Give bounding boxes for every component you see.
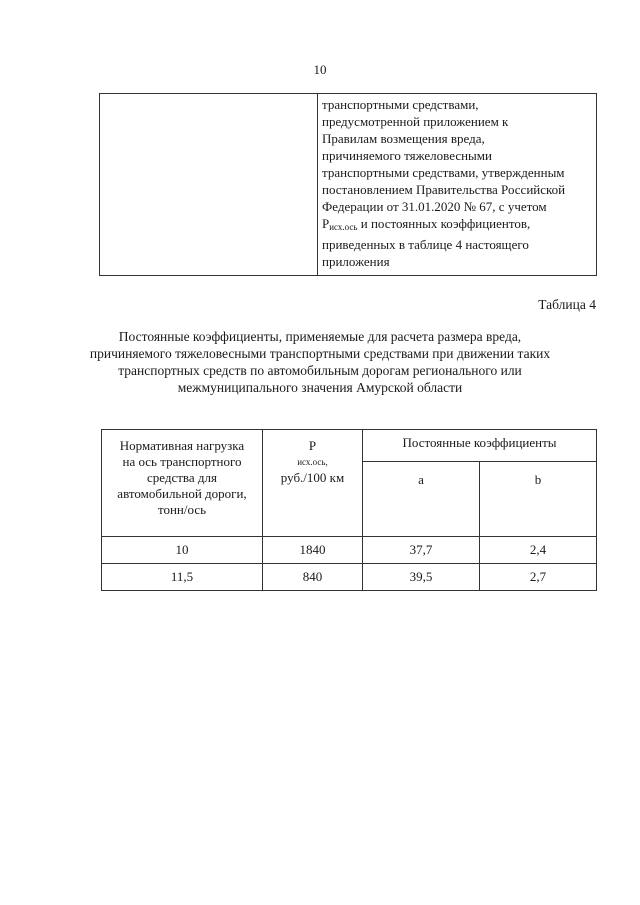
title-line: транспортных средств по автомобильным дорогам регионального или (118, 363, 522, 378)
text-line: причиняемого тяжеловесными (322, 148, 492, 163)
text-line: транспортными средствами, (322, 97, 479, 112)
header-constants: Постоянные коэффициенты (363, 430, 597, 462)
title-line: причиняемого тяжеловесными транспортными средствами при движении таких (89, 346, 551, 361)
header-line: руб./100 км (280, 470, 345, 485)
text-line: Федерации от 31.01.2020 № 67, с учетом (322, 199, 547, 214)
text-line: приведенных в таблице 4 настоящего (322, 237, 529, 252)
empty-cell (100, 94, 318, 276)
table-row (102, 537, 597, 564)
header-a: a (363, 462, 480, 537)
cell-price: 1840 (263, 537, 363, 564)
text-line: приложения (322, 254, 390, 269)
header-line: средства для (146, 470, 217, 485)
header-line: тонн/ось (157, 502, 207, 517)
table-title (0, 328, 640, 396)
table-row (100, 94, 597, 276)
cell-b: 2,4 (480, 537, 597, 564)
header-line (263, 438, 362, 470)
price-symbol: Р (308, 438, 317, 453)
cell-a: 39,5 (363, 564, 480, 591)
p-symbol: Р (322, 216, 330, 231)
cell-a: 37,7 (363, 537, 480, 564)
price-subscript: исх.ось, (297, 457, 328, 467)
header-row (102, 430, 597, 462)
table-row (102, 564, 597, 591)
text-line: транспортными средствами, утвержденным (322, 165, 565, 180)
text-line: предусмотренной приложением к (322, 114, 509, 129)
cell-price: 840 (263, 564, 363, 591)
title-line: Постоянные коэффициенты, применяемые для расчета размера вреда, (118, 329, 522, 344)
header-load (102, 430, 263, 537)
header-line: на ось транспортного (122, 454, 242, 469)
coefficients-table (101, 429, 597, 591)
table-label: Таблица 4 (538, 297, 596, 312)
continuation-table (99, 93, 597, 276)
p-subscript: исх.ось (329, 222, 358, 232)
page-number: 10 (313, 62, 327, 77)
cell-load: 10 (102, 537, 263, 564)
title-line: межмуниципального значения Амурской области (177, 380, 463, 395)
header-line: Нормативная нагрузка (119, 438, 245, 453)
p-tail: и постоянных коэффициентов, (357, 216, 531, 231)
header-price (263, 430, 363, 537)
header-b: b (480, 462, 597, 537)
text-line: постановлением Правительства Российской (322, 182, 566, 197)
text-line: Правилам возмещения вреда, (322, 131, 485, 146)
cell-load: 11,5 (102, 564, 263, 591)
text-line (322, 215, 593, 236)
continuation-text-cell (318, 94, 597, 276)
header-line: автомобильной дороги, (117, 486, 247, 501)
cell-b: 2,7 (480, 564, 597, 591)
